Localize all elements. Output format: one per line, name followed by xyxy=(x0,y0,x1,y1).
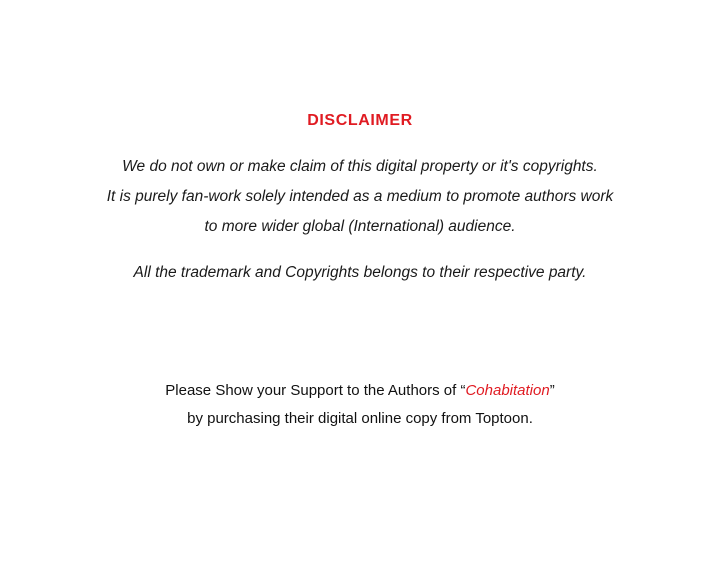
support-line-2: by purchasing their digital online copy from Toptoon. xyxy=(187,410,533,427)
disclaimer-line-4: All the trademark and Copyrights belongs to their respective party. xyxy=(133,264,587,281)
support-prefix: Please Show your Support to the Authors of xyxy=(165,382,461,399)
support-line-1 xyxy=(0,377,720,405)
quote-close: ” xyxy=(549,382,555,399)
work-title: Cohabitation xyxy=(465,382,550,399)
disclaimer-line-3: to more wider global (International) audience. xyxy=(204,218,516,235)
support-text xyxy=(0,377,720,433)
quote-open: “ xyxy=(460,382,466,399)
disclaimer-line-2: It is purely fan-work solely intended as a medium to promote authors work xyxy=(106,188,614,205)
disclaimer-text xyxy=(0,152,720,288)
disclaimer-line-1: We do not own or make claim of this digital property or it's copyrights. xyxy=(122,158,598,175)
paragraph-spacer xyxy=(0,242,720,258)
page-title: DISCLAIMER xyxy=(307,112,413,129)
